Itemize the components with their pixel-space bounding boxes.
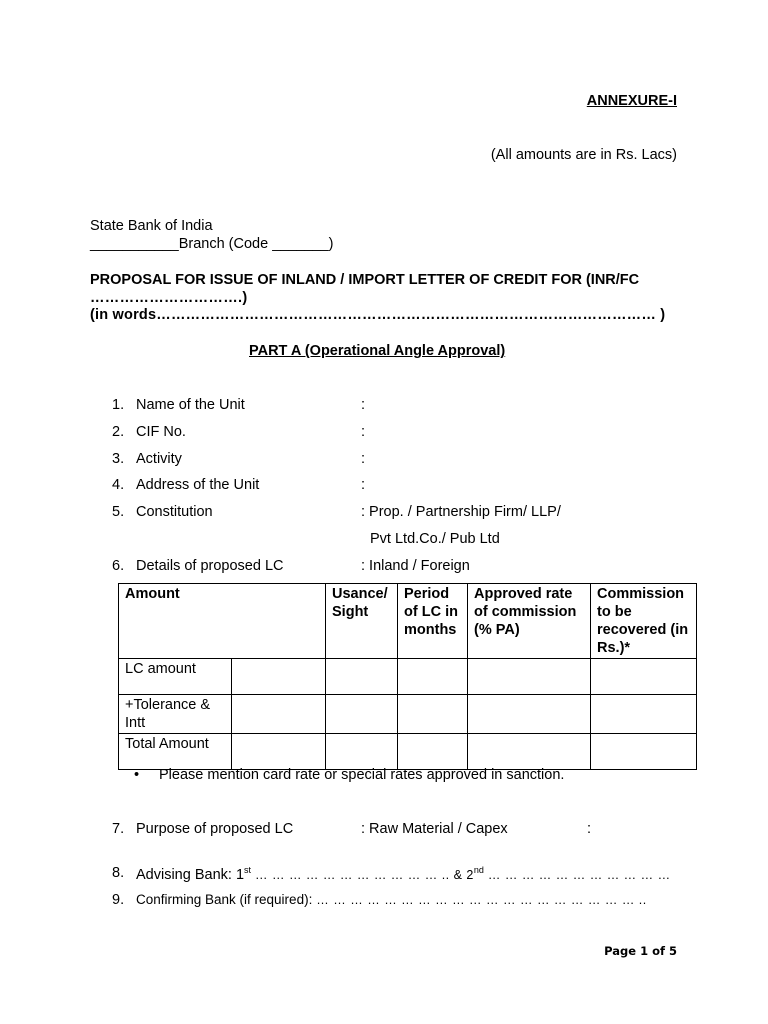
header-period: Period of LC in months	[398, 584, 468, 659]
ordinal-superscript: nd	[473, 865, 484, 875]
dotted-line: … … … … … … … … … … … … … … … … … … … ..	[312, 893, 647, 907]
confirming-bank-line	[136, 892, 647, 908]
header-commission: Commission to be recovered (in Rs.)*	[591, 584, 697, 659]
item-value: :	[361, 451, 366, 467]
item-label: Advising Bank: 1	[136, 866, 245, 883]
item-value: :	[361, 397, 366, 413]
item-number: 1.	[112, 397, 125, 413]
table-cell	[468, 734, 591, 770]
item-colon: :	[587, 821, 592, 837]
item-number: 2.	[112, 424, 125, 440]
row-label: Total Amount	[119, 734, 232, 770]
item-label: Address of the Unit	[136, 477, 260, 493]
page-number: Page 1 of 5	[604, 944, 677, 958]
table-row	[119, 734, 697, 770]
item-label: Confirming Bank (if required):	[136, 892, 313, 907]
table-cell	[326, 734, 398, 770]
header-usance-sight: Usance/ Sight	[326, 584, 398, 659]
item-value: :	[361, 424, 366, 440]
header-approved-rate: Approved rate of commission (% PA)	[468, 584, 591, 659]
branch-line: ___________Branch (Code _______)	[90, 236, 334, 252]
item-number: 4.	[112, 477, 125, 493]
bullet-icon: •	[134, 767, 140, 783]
table-cell	[468, 659, 591, 695]
amounts-note: (All amounts are in Rs. Lacs)	[490, 147, 677, 163]
table-cell	[398, 695, 468, 734]
table-cell	[326, 695, 398, 734]
item-number: 8.	[112, 865, 125, 881]
item-label: CIF No.	[136, 424, 186, 440]
item-number: 5.	[112, 504, 125, 520]
item-value: : Prop. / Partnership Firm/ LLP/	[361, 504, 561, 520]
advising-bank-line	[136, 865, 671, 883]
bullet-note: Please mention card rate or special rates approved in sanction.	[159, 767, 565, 783]
item-label: Activity	[136, 451, 182, 467]
item-label: Purpose of proposed LC	[136, 821, 294, 837]
item-number: 9.	[112, 892, 125, 908]
item-label: Name of the Unit	[136, 397, 245, 413]
row-label: LC amount	[119, 659, 232, 695]
proposal-words-line: (in words………………………………………………………………………………………… )	[90, 307, 666, 323]
item-number: 6.	[112, 558, 125, 574]
item-value: : Raw Material / Capex	[361, 821, 508, 837]
item-label: Constitution	[136, 504, 213, 520]
ordinal-superscript: st	[244, 865, 252, 875]
table-cell	[591, 695, 697, 734]
table-cell	[591, 659, 697, 695]
item-value-continued: Pvt Ltd.Co./ Pub Ltd	[370, 531, 500, 547]
annexure-title: ANNEXURE-I	[586, 93, 677, 109]
table-cell	[232, 734, 326, 770]
table-cell	[468, 695, 591, 734]
item-label: Details of proposed LC	[136, 558, 284, 574]
proposal-title: PROPOSAL FOR ISSUE OF INLAND / IMPORT LETTER OF CREDIT FOR (INR/FC	[90, 272, 640, 288]
item-number: 7.	[112, 821, 125, 837]
row-label: +Tolerance & Intt	[119, 695, 232, 734]
item-value: :	[361, 477, 366, 493]
item-number: 3.	[112, 451, 125, 467]
table-cell	[591, 734, 697, 770]
table-cell	[326, 659, 398, 695]
table-cell	[232, 659, 326, 695]
table-cell	[398, 734, 468, 770]
table-cell	[232, 695, 326, 734]
table-row	[119, 695, 697, 734]
dotted-line: … … … … … … … … … … … .. & 2	[251, 867, 474, 882]
bank-name: State Bank of India	[90, 218, 213, 234]
table-cell	[398, 659, 468, 695]
table-row	[119, 659, 697, 695]
lc-details-table	[118, 583, 697, 770]
header-amount: Amount	[119, 584, 326, 659]
dotted-line: … … … … … … … … … … …	[483, 867, 671, 882]
proposal-amount-line: ………………………….)	[90, 290, 248, 306]
item-value: : Inland / Foreign	[361, 558, 470, 574]
part-a-title: PART A (Operational Angle Approval)	[249, 343, 506, 359]
table-header-row	[119, 584, 697, 659]
